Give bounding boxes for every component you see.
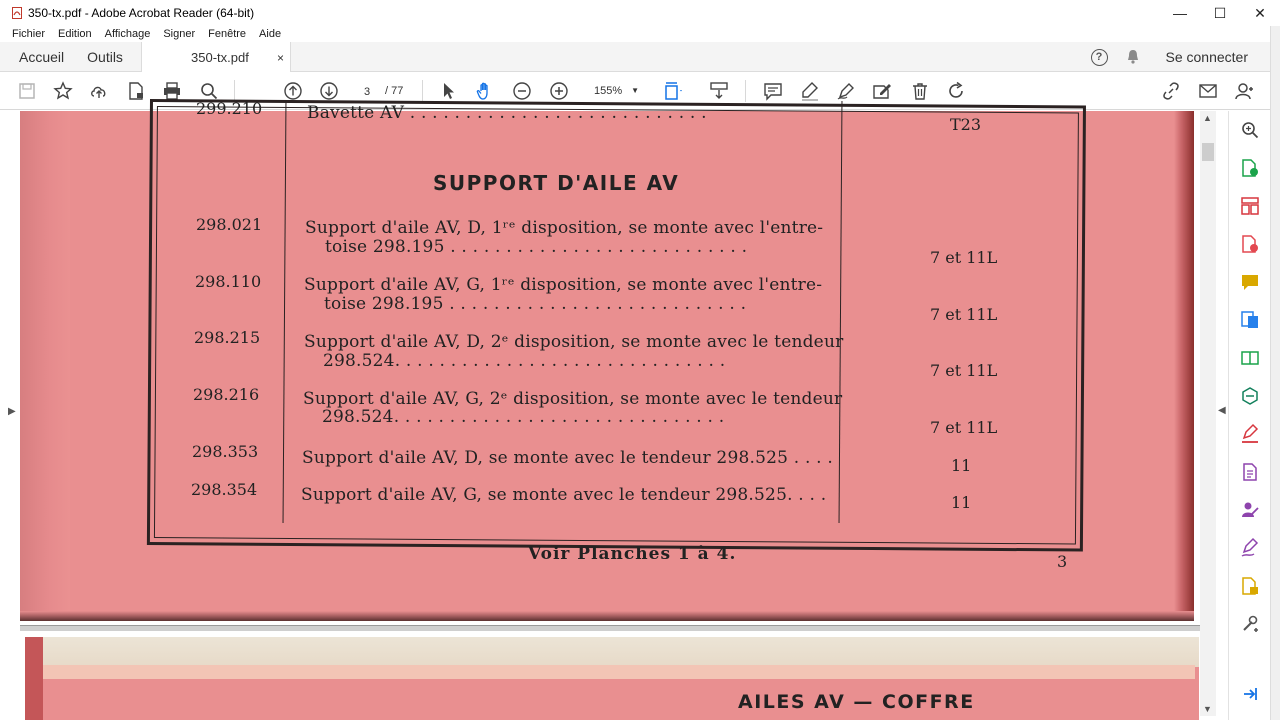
menu-affichage[interactable]: Affichage <box>104 28 151 40</box>
menu-signer[interactable]: Signer <box>163 28 196 40</box>
top-row-ref: 299.210 <box>196 99 263 118</box>
send-comments-icon[interactable] <box>1239 385 1261 407</box>
select-cursor-icon[interactable] <box>438 80 460 102</box>
row-desc-cont: 298.524. . . . . . . . . . . . . . . . . . . . . . . . . . . . . . <box>322 407 725 427</box>
page-fit-icon[interactable] <box>662 80 684 102</box>
close-window-button[interactable]: ✕ <box>1254 4 1266 21</box>
window-title: 350-tx.pdf - Adobe Acrobat Reader (64-bit) <box>28 6 255 20</box>
page-separator <box>20 621 1200 637</box>
row-ref: 298.353 <box>192 442 259 461</box>
collapse-right-panel-icon[interactable]: ◀ <box>1218 405 1226 416</box>
next-page-title: AILES AV — COFFRE <box>738 691 975 713</box>
maximize-button[interactable]: ☐ <box>1213 4 1227 21</box>
scroll-down-icon[interactable]: ▼ <box>1203 704 1212 714</box>
request-signatures-icon[interactable] <box>1239 499 1261 521</box>
minimize-button[interactable]: — <box>1173 5 1187 21</box>
right-tools-panel <box>1228 111 1270 720</box>
menu-aide[interactable]: Aide <box>259 28 282 40</box>
row-plate: 11 <box>951 456 972 475</box>
zoom-level-dropdown[interactable] <box>585 81 643 101</box>
row-plate: 11 <box>951 493 972 512</box>
row-desc: Support d'aile AV, D, 2ᵉ disposition, se monte avec le tendeur <box>304 332 844 352</box>
delete-trash-icon[interactable] <box>909 80 931 102</box>
row-ref: 298.215 <box>194 328 261 347</box>
expand-left-panel-icon[interactable]: ▶ <box>8 406 16 417</box>
combine-files-icon[interactable] <box>1239 309 1261 331</box>
page-number-input[interactable]: 3 <box>363 86 371 98</box>
fill-and-sign-icon[interactable] <box>1239 423 1261 445</box>
more-tools-icon[interactable] <box>1239 613 1261 635</box>
export-pdf-icon[interactable] <box>1239 157 1261 179</box>
row-plate: 7 et 11L <box>930 418 998 437</box>
tab-bar <box>0 42 1270 72</box>
section-title: SUPPORT D'AILE AV <box>433 171 680 195</box>
pdf-page-3 <box>20 99 1194 621</box>
row-ref: 298.021 <box>196 215 263 234</box>
edit-pdf-icon[interactable] <box>1239 347 1261 369</box>
table-frame <box>147 99 1086 552</box>
stamp-icon[interactable] <box>1239 575 1261 597</box>
organize-pages-icon[interactable] <box>1239 195 1261 217</box>
fill-sign-icon[interactable] <box>871 80 893 102</box>
bell-icon[interactable] <box>1125 49 1141 65</box>
collapse-panel-icon[interactable] <box>1239 683 1261 705</box>
tab-outils[interactable]: Outils <box>87 48 123 65</box>
row-ref: 298.110 <box>195 272 262 291</box>
next-page-icon[interactable] <box>318 80 340 102</box>
top-row-desc: Bavette AV . . . . . . . . . . . . . . . . . . . . . . . . . . . <box>307 103 707 123</box>
comment-icon[interactable] <box>762 80 784 102</box>
chevron-down-icon: ▼ <box>631 86 639 95</box>
page-number-label: 3 <box>1057 552 1068 571</box>
row-desc: Support d'aile AV, G, se monte avec le tendeur 298.525. . . . <box>301 485 827 505</box>
bookmark-star-icon[interactable] <box>52 80 74 102</box>
tab-accueil[interactable]: Accueil <box>19 48 65 65</box>
hand-tool-icon[interactable] <box>474 80 496 102</box>
sign-in-link[interactable]: Se connecter <box>1165 49 1248 65</box>
create-pdf-icon[interactable] <box>1239 233 1261 255</box>
document-viewer[interactable] <box>0 99 1228 720</box>
row-ref: 298.216 <box>193 385 260 404</box>
email-icon[interactable] <box>1197 80 1219 102</box>
row-desc: Support d'aile AV, D, se monte avec le tendeur 298.525 . . . . <box>302 448 833 468</box>
sign-pen-icon[interactable] <box>835 80 857 102</box>
pdf-file-icon <box>12 7 22 19</box>
save-icon[interactable] <box>16 80 38 102</box>
zoom-level-value: 155% <box>594 85 623 97</box>
menu-fichier[interactable]: Fichier <box>12 28 46 40</box>
comment-tool-icon[interactable] <box>1239 271 1261 293</box>
menu-edition[interactable]: Edition <box>58 28 92 40</box>
row-ref: 298.354 <box>191 480 258 499</box>
annotate-pen-icon[interactable] <box>1239 537 1261 559</box>
protect-file-icon[interactable] <box>125 80 147 102</box>
row-plate: 7 et 11L <box>930 305 998 324</box>
rotate-icon[interactable] <box>945 80 967 102</box>
row-desc: Support d'aile AV, G, 2ᵉ disposition, se monte avec le tendeur <box>303 389 843 409</box>
page-footer-note: Voir Planches 1 à 4. <box>528 544 737 564</box>
zoom-search-icon[interactable] <box>1239 119 1261 141</box>
row-plate: 7 et 11L <box>930 361 998 380</box>
protect-pdf-icon[interactable] <box>1239 461 1261 483</box>
page-total-label: / 77 <box>385 85 404 97</box>
scroll-mode-icon[interactable] <box>708 80 730 102</box>
scrollbar-thumb[interactable] <box>1202 143 1214 161</box>
window-scrollbar[interactable] <box>1270 26 1280 720</box>
top-row-plate: T23 <box>950 115 982 134</box>
help-icon[interactable]: ? <box>1091 49 1108 66</box>
link-icon[interactable] <box>1160 80 1182 102</box>
close-tab-button[interactable]: × <box>276 50 284 65</box>
upload-cloud-icon[interactable] <box>88 80 110 102</box>
zoom-out-icon[interactable] <box>511 80 533 102</box>
row-desc-cont: toise 298.195 . . . . . . . . . . . . . . . . . . . . . . . . . . . <box>324 294 747 314</box>
row-desc: Support d'aile AV, D, 1ʳᵉ disposition, se monte avec l'entre- <box>305 218 824 238</box>
row-plate: 7 et 11L <box>930 248 998 267</box>
menu-fenetre[interactable]: Fenêtre <box>208 28 247 40</box>
row-desc-cont: 298.524. . . . . . . . . . . . . . . . . . . . . . . . . . . . . . <box>323 351 726 371</box>
row-desc: Support d'aile AV, G, 1ʳᵉ disposition, se monte avec l'entre- <box>304 275 823 295</box>
share-user-icon[interactable] <box>1233 80 1255 102</box>
document-tab-label: 350-tx.pdf <box>191 50 249 65</box>
menu-bar <box>0 26 1280 42</box>
highlight-pen-icon[interactable] <box>799 80 821 102</box>
previous-page-icon[interactable] <box>282 80 304 102</box>
pdf-page-4 <box>25 637 1199 720</box>
window-titlebar <box>0 0 1280 26</box>
row-desc-cont: toise 298.195 . . . . . . . . . . . . . . . . . . . . . . . . . . . <box>325 237 748 257</box>
scroll-up-icon[interactable]: ▲ <box>1203 113 1212 123</box>
tab-document[interactable] <box>141 42 291 73</box>
document-scrollbar[interactable] <box>1200 111 1216 716</box>
zoom-in-icon[interactable] <box>548 80 570 102</box>
